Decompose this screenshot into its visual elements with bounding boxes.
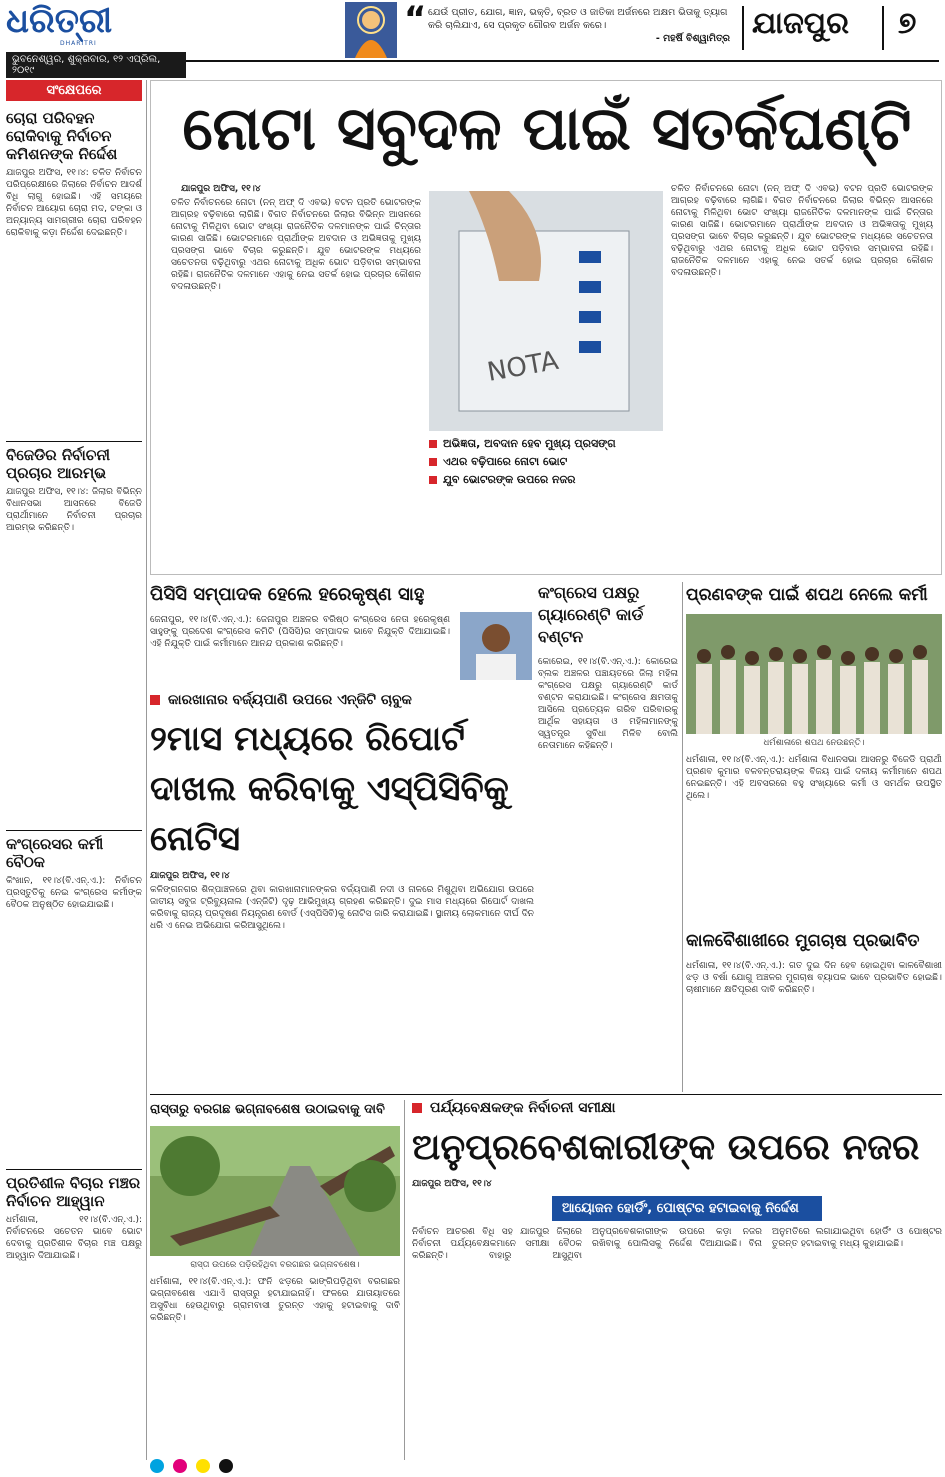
- print-registration-marks: [150, 1458, 942, 1472]
- masthead-quote-author: - ମହର୍ଷି ବିଶ୍ୱାମିତ୍ର: [655, 33, 730, 44]
- road-headline: ରାସ୍ତାରୁ ବରଗଛ ଭଗ୍ନାବଶେଷ ଉଠାଇବାକୁ ଦାବି: [150, 1102, 385, 1117]
- column-rule: [146, 80, 147, 1460]
- brief-body: ଧର୍ମଶାଳା, ୧୧।୪(ବି.ଏନ୍.ଏ.): ନିର୍ବାଚନରେ ସଚେତନ ଭାବେ ଭୋଟ ଦେବାକୁ ପ୍ରତିଶୀଳ ବିଚାର ମଞ୍ଚ ପକ୍ଷରୁ ଆହ୍ୱାନ ଦିଆଯାଇଛି।: [6, 1215, 142, 1261]
- bullet-marker: [429, 476, 437, 484]
- observer-body: ନିର୍ବାଚନ ଆଚରଣ ବିଧି ସହ ଯାଜପୁର ଜିଲାରେ ନିର୍ବାଚନୀ ପର୍ଯ୍ୟବେକ୍ଷକମାନେ ସମୀକ୍ଷା ବୈଠକ କରିଛନ୍ତି। ବାହାରୁ ଆସୁଥିବା ଅନୁପ୍ରବେଶକାରୀଙ୍କ ଉପରେ କଡ଼ା ନଜର ରଖିବାକୁ ପୋଲିସକୁ ନିର୍ଦ୍ଦେଶ ଦିଆଯାଇଛି। ବିନା ଅନୁମତିରେ ଲଗାଯାଇଥିବା ହୋର୍ଡିଂ ଓ ପୋଷ୍ଟର ତୁରନ୍ତ ହଟାଇବାକୁ ମଧ୍ୟ କୁହାଯାଇଛି।: [412, 1227, 942, 1261]
- lead-bullet: [429, 471, 663, 489]
- lead-bullet-text: ଅଭିଜ୍ଞତା, ଅବଦାନ ହେବ ମୁଖ୍ୟ ପ୍ରସଙ୍ଗ: [443, 437, 616, 450]
- section-tag: ସଂକ୍ଷେପରେ: [6, 80, 142, 101]
- observer-story: [412, 1100, 942, 1460]
- brief-headline: ଚୋରା ପରିବହନ ରୋକିବାକୁ ନିର୍ବାଚନ କମିଶନଙ୍କ ନିର୍ଦ୍ଦେଶ: [6, 109, 118, 163]
- notice-dateline: ଯାଜପୁର ଅଫିସ, ୧୧।୪: [150, 871, 230, 881]
- masthead-logo: ଧରିତ୍ରୀ: [6, 1, 113, 41]
- brief-divider: [6, 441, 142, 442]
- brief-body: ଯାଜପୁର ଅଫିସ, ୧୧।୪: ଚଳିତ ନିର୍ବାଚନ ପରିପ୍ରେକ୍ଷୀରେ ଜିଲାରେ ନିର୍ବାଚନ ଆଦର୍ଶ ବିଧି ଲାଗୁ ହୋଇଛି। ଏହି ସମୟରେ ନିର୍ବାଚନ ଆୟୋଗ ଚୋରା ମଦ, ଟଙ୍କା ଓ ଅନ୍ୟାନ୍ୟ ସାମଗ୍ରୀର ଚୋରା ପରିବହନ ରୋକିବାକୁ କଡ଼ା ନିର୍ଦ୍ଦେଶ ଦେଇଛନ୍ତି।: [6, 168, 142, 238]
- oath-crowd-photo: [686, 614, 942, 734]
- brief-body: ଯାଜପୁର ଅଫିସ, ୧୧।୪: ଜିଲାର ବିଭିନ୍ନ ବିଧାନସଭା ଆସନରେ ବିଜେଡି ପ୍ରାର୍ଥୀମାନେ ନିର୍ବାଚନୀ ପ୍ରଚାର ଆରମ୍ଭ କରିଛନ୍ତି।: [6, 487, 142, 533]
- date-line: ଭୁବନେଶ୍ୱର, ଶୁକ୍ରବାର, ୧୨ ଏପ୍ରିଲ, ୨୦୧୯: [6, 52, 186, 78]
- column-rule: [682, 582, 683, 1092]
- congress-body: କୋରେଇ, ୧୧।୪(ବି.ଏନ୍.ଏ.): କୋରେଇ ବ୍ଲକ ଅଞ୍ଚଳର ପଞ୍ଚାୟତରେ ଜିଲା ମହିଳା କଂଗ୍ରେସ ପକ୍ଷରୁ ଗ୍ୟାରେଣ୍ଟି କାର୍ଡ ବଣ୍ଟନ କରାଯାଇଛି। କଂଗ୍ରେସ କ୍ଷମତାକୁ ଆସିଲେ ପ୍ରତ୍ୟେକ ଗରିବ ପରିବାରକୁ ଆର୍ଥିକ ସହାୟତା ଓ ମହିଳାମାନଙ୍କୁ ସ୍ୱତନ୍ତ୍ର ସୁବିଧା ମିଳିବ ବୋଲି ନେତାମାନେ କହିଛନ୍ତି।: [538, 657, 678, 751]
- lead-bullet-text: ଏଥର ବଢ଼ିପାରେ ନୋଟା ଭୋଟ: [443, 455, 568, 468]
- observer-dateline: ଯାଜପୁର ଅଫିସ, ୧୧।୪: [412, 1179, 492, 1189]
- masthead: [0, 0, 945, 76]
- congress-story: [538, 582, 678, 1092]
- lead-body: ଚଳିତ ନିର୍ବାଚନରେ ନୋଟା (ନନ୍ ଅଫ୍ ଦି ଏବଭ) ବଟନ ପ୍ରତି ଭୋଟରଙ୍କ ଆଗ୍ରହ ବଢ଼ିବାରେ ଲାଗିଛି। ବିଗତ ନିର୍ବାଚନରେ ଜିଲାର ବିଭିନ୍ନ ଆସନରେ ନୋଟାକୁ ମିଳିଥିବା ଭୋଟ ସଂଖ୍ୟା ରାଜନୈତିକ ଦଳମାନଙ୍କ ପାଇଁ ଚିନ୍ତାର କାରଣ ସାଜିଛି। ଭୋଟରମାନେ ପ୍ରାର୍ଥୀଙ୍କ ଅବଦାନ ଓ ଅଭିଜ୍ଞତାକୁ ମୁଖ୍ୟ ପ୍ରସଙ୍ଗ ଭାବେ ବିଚାର କରୁଛନ୍ତି। ଯୁବ ଭୋଟରଙ୍କ ମଧ୍ୟରେ ସଚେତନତା ବଢ଼ିଥିବାରୁ ଏଥର ନୋଟାକୁ ଅଧିକ ଭୋଟ ପଡ଼ିବାର ସମ୍ଭାବନା ରହିଛି। ରାଜନୈତିକ ଦଳମାନେ ଏହାକୁ ନେଇ ସତର୍କ ହୋଇ ପ୍ରଚାର କୌଶଳ ବଦଳାଉଛନ୍ତି।: [171, 198, 421, 292]
- observer-subhead: ଆୟୋଜନ ହୋର୍ଡିଂ, ପୋଷ୍ଟର ହଟାଇବାକୁ ନିର୍ଦ୍ଦେଶ: [552, 1196, 822, 1221]
- notice-kicker-text: କାରଖାନାର ବର୍ଜ୍ୟପାଣି ଉପରେ ଏନ୍‌ଜିଟି ଚାବୁକ: [168, 692, 412, 708]
- storm-headline: କାଳବୈଶାଖୀରେ ମୁଗଚାଷ ପ୍ରଭାବିତ: [686, 931, 920, 951]
- storm-story: [686, 928, 942, 1092]
- lead-bullet: [429, 435, 663, 453]
- notice-kicker: [150, 692, 534, 708]
- masthead-divider: [882, 6, 884, 50]
- cyan-dot: [150, 1459, 164, 1473]
- brief-column: [6, 80, 142, 1460]
- masthead-quote: ଯେଉଁ ପ୍ରୀତ, ଯୋଗ, ଜ୍ଞାନ, ଭକ୍ତି, ବ୍ରତ ଓ ଜାତିକା ଅର୍ଜନରେ ଅକ୍ଷମ ଭିତାକୁ ତ୍ୟାଗ କରି ଚାଲିଯାଏ, ସେ ପ୍ରକୃତ ଗୌରବ ଅର୍ଜନ କରେ।: [428, 7, 728, 31]
- lead-headline: ନୋଟା ସବୁଦଳ ପାଇଁ ସତର୍କଘଣ୍ଟି: [182, 94, 912, 164]
- page-number: ୭: [898, 6, 917, 41]
- masthead-divider: [742, 6, 744, 50]
- portrait-photo: [460, 612, 532, 680]
- black-dot: [219, 1459, 233, 1473]
- road-photo: [150, 1126, 400, 1256]
- congress-headline: କଂଗ୍ରେସ ପକ୍ଷରୁ ଗ୍ୟାରେଣ୍ଟି କାର୍ଡ ବଣ୍ଟନ: [538, 583, 644, 646]
- lead-bullet: [429, 453, 663, 471]
- column-rule: [404, 1100, 405, 1460]
- sage-image: [345, 2, 397, 58]
- brief-divider: [6, 1169, 142, 1170]
- pcc-story: [150, 582, 534, 682]
- brief-headline: ପ୍ରତିଶୀଳ ବିଚାର ମଞ୍ଚର ନିର୍ବାଚନ ଆହ୍ୱାନ: [6, 1174, 141, 1210]
- observer-headline: ଅନୁପ୍ରବେଶକାରୀଙ୍କ ଉପରେ ନଜର: [412, 1127, 920, 1168]
- notice-body: କଳିଙ୍ଗନଗର ଶିଳ୍ପାଞ୍ଚଳରେ ଥିବା କାରଖାନାମାନଙ୍କର ବର୍ଜ୍ୟପାଣି ନଦୀ ଓ ନାଳରେ ମିଶୁଥିବା ଅଭିଯୋଗ ଉପରେ ଜାତୀୟ ସବୁଜ ଟ୍ରିବ୍ୟୁନାଲ (ଏନ୍‌ଜିଟି) ଦୃଢ଼ ଆଭିମୁଖ୍ୟ ଗ୍ରହଣ କରିଛନ୍ତି। ଦୁଇ ମାସ ମଧ୍ୟରେ ରିପୋର୍ଟ ଦାଖଲ କରିବାକୁ ରାଜ୍ୟ ପ୍ରଦୂଷଣ ନିୟନ୍ତ୍ରଣ ବୋର୍ଡ (ଏସ୍‌ପିସିବି)କୁ ନୋଟିସ ଜାରି କରାଯାଇଛି। ସ୍ଥାନୀୟ ଲୋକମାନେ ଦୀର୍ଘ ଦିନ ଧରି ଏ ନେଇ ଅଭିଯୋଗ କରିଆସୁଥିଲେ।: [150, 885, 534, 931]
- bullet-marker: [429, 440, 437, 448]
- lead-bullets: [429, 435, 663, 489]
- oath-headline: ପ୍ରଣବଙ୍କ ପାଇଁ ଶପଥ ନେଲେ କର୍ମୀ: [686, 585, 928, 605]
- observer-kicker: [412, 1100, 942, 1116]
- storm-body: ଧର୍ମଶାଳା, ୧୧।୪(ବି.ଏନ୍.ଏ.): ଗତ ଦୁଇ ଦିନ ହେବ ହୋଇଥିବା କାଳବୈଶାଖୀ ଝଡ଼ ଓ ବର୍ଷା ଯୋଗୁ ଅଞ୍ଚଳର ମୁଗଚାଷ ବ୍ୟାପକ ଭାବେ ପ୍ରଭାବିତ ହୋଇଛି। ଚାଷୀମାନେ କ୍ଷତିପୂରଣ ଦାବି କରିଛନ୍ତି।: [686, 961, 942, 995]
- brief-headline: କଂଗ୍ରେସର କର୍ମୀ ବୈଠକ: [6, 835, 104, 871]
- section-rule: [150, 1094, 942, 1095]
- brief-headline: ବିଜେଡିର ନିର୍ବାଚନୀ ପ୍ରଚାର ଆରମ୍ଭ: [6, 446, 111, 482]
- bullet-marker: [429, 458, 437, 466]
- road-story: [150, 1100, 400, 1460]
- edition-name: ଯାଜପୁର: [752, 6, 849, 41]
- oath-body: ଧର୍ମଶାଳା, ୧୧।୪(ବି.ଏନ୍.ଏ.): ଧର୍ମଶାଳା ବିଧାନସଭା ଆସନରୁ ବିଜେଡି ପ୍ରାର୍ଥୀ ପ୍ରଣବ କୁମାର ବଳବନ୍ତରାୟଙ୍କ ବିଜୟ ପାଇଁ ଦଳୀୟ କର୍ମୀମାନେ ଶପଥ ନେଇଛନ୍ତି। ଏହି ଅବସରରେ ବହୁ ସଂଖ୍ୟାରେ କର୍ମୀ ଓ ସମର୍ଥକ ଉପସ୍ଥିତ ଥିଲେ।: [686, 755, 942, 801]
- masthead-logo-sub: DHARITRI: [60, 40, 97, 47]
- oath-photo-caption: ଧର୍ମଶାଳାରେ ଶପଥ ନେଉଛନ୍ତି।: [763, 738, 865, 748]
- road-body: ଧର୍ମଶାଳା, ୧୧।୪(ବି.ଏନ୍.ଏ.): ଫନି ଝଡ଼ରେ ଭାଙ୍ଗିପଡ଼ିଥିବା ବରଗଛର ଭଗ୍ନାବଶେଷ ଏଯାଏଁ ରାସ୍ତାରୁ ହଟାଯାଇନାହିଁ। ଫଳରେ ଯାତାୟାତରେ ଅସୁବିଧା ହେଉଥିବାରୁ ଗ୍ରାମବାସୀ ତୁରନ୍ତ ଏହାକୁ ହଟାଇବାକୁ ଦାବି କରିଛନ୍ତି।: [150, 1277, 400, 1323]
- observer-kicker-text: ପର୍ଯ୍ୟବେକ୍ଷକଙ୍କ ନିର୍ବାଚନୀ ସମୀକ୍ଷା: [430, 1100, 616, 1116]
- road-photo-caption: ରାସ୍ତା ଉପରେ ପଡ଼ିରହିଥିବା ବରଗଛର ଭଗ୍ନାବଶେଷ।: [190, 1260, 360, 1270]
- notice-story: [150, 692, 534, 1092]
- magenta-dot: [173, 1459, 187, 1473]
- lead-body-continued: ଚଳିତ ନିର୍ବାଚନରେ ନୋଟା (ନନ୍ ଅଫ୍ ଦି ଏବଭ) ବଟନ ପ୍ରତି ଭୋଟରଙ୍କ ଆଗ୍ରହ ବଢ଼ିବାରେ ଲାଗିଛି। ବିଗତ ନିର୍ବାଚନରେ ଜିଲାର ବିଭିନ୍ନ ଆସନରେ ନୋଟାକୁ ମିଳିଥିବା ଭୋଟ ସଂଖ୍ୟା ରାଜନୈତିକ ଦଳମାନଙ୍କ ପାଇଁ ଚିନ୍ତାର କାରଣ ସାଜିଛି। ଭୋଟରମାନେ ପ୍ରାର୍ଥୀଙ୍କ ଅବଦାନ ଓ ଅଭିଜ୍ଞତାକୁ ମୁଖ୍ୟ ପ୍ରସଙ୍ଗ ଭାବେ ବିଚାର କରୁଛନ୍ତି। ଯୁବ ଭୋଟରଙ୍କ ମଧ୍ୟରେ ସଚେତନତା ବଢ଼ିଥିବାରୁ ଏଥର ନୋଟାକୁ ଅଧିକ ଭୋଟ ପଡ଼ିବାର ସମ୍ଭାବନା ରହିଛି। ରାଜନୈତିକ ଦଳମାନେ ଏହାକୁ ନେଇ ସତର୍କ ହୋଇ ପ୍ରଚାର କୌଶଳ ବଦଳାଉଛନ୍ତି।: [671, 184, 933, 278]
- oath-story: [686, 582, 942, 922]
- notice-headline: ୨ମାସ ମଧ୍ୟରେ ରିପୋର୍ଟ ଦାଖଲ କରିବାକୁ ଏସ୍‌ପିସିବିକୁ ନୋଟିସ: [150, 719, 509, 859]
- lead-dateline: ଯାଜପୁର ଅଫିସ, ୧୧।୪: [181, 184, 261, 194]
- yellow-dot: [196, 1459, 210, 1473]
- pcc-headline: ପିସିସି ସମ୍ପାଦକ ହେଲେ ହରେକୃଷ୍ଣ ସାହୁ: [150, 584, 425, 605]
- svg-text:NOTA: NOTA: [485, 345, 561, 388]
- brief-body: କିଂଖାନ, ୧୧।୪(ବି.ଏନ୍.ଏ.): ନିର୍ବାଚନ ପ୍ରସ୍ତୁତିକୁ ନେଇ କଂଗ୍ରେସ କର୍ମୀଙ୍କ ବୈଠକ ଅନୁଷ୍ଠିତ ହୋଇଯାଇଛି।: [6, 876, 142, 910]
- pcc-body: ଜେନାପୁର, ୧୧।୪(ବି.ଏନ୍.ଏ.): ଜେନାପୁର ଅଞ୍ଚଳର ବରିଷ୍ଠ କଂଗ୍ରେସ ନେତା ହରେକୃଷ୍ଣ ସାହୁଙ୍କୁ ପ୍ରଦେଶ କଂଗ୍ରେସ କମିଟି (ପିସିସି)ର ସମ୍ପାଦକ ଭାବେ ନିଯୁକ୍ତି ଦିଆଯାଇଛି। ଏହି ନିଯୁକ୍ତି ପାଇଁ କର୍ମୀମାନେ ଆନନ୍ଦ ପ୍ରକାଶ କରିଛନ୍ତି।: [150, 615, 450, 649]
- masthead-rule: [186, 60, 939, 62]
- lead-bullet-text: ଯୁବ ଭୋଟରଙ୍କ ଉପରେ ନଜର: [443, 473, 576, 486]
- kicker-marker: [150, 695, 160, 705]
- brief-divider: [6, 830, 142, 831]
- lead-story: [150, 80, 942, 575]
- quote-mark-icon: “: [404, 0, 427, 39]
- evm-nota-photo: [429, 191, 663, 431]
- kicker-marker: [412, 1103, 422, 1113]
